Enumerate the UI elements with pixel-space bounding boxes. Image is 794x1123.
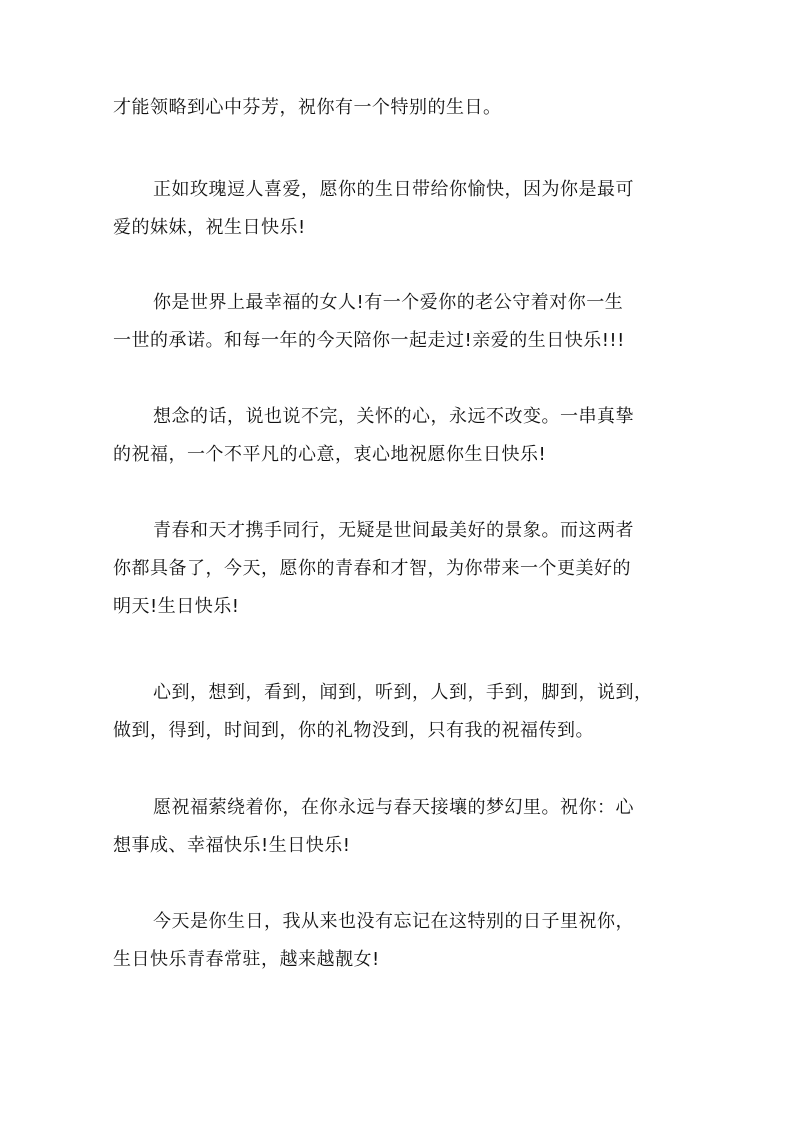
paragraph-1 xyxy=(113,89,685,127)
paragraph-7 xyxy=(113,789,685,865)
paragraph-2 xyxy=(113,171,685,247)
paragraph-line: 想念的话，说也说不完，关怀的心，永远不改变。一串真挚 xyxy=(153,406,634,427)
paragraph-line: 爱的妹妹，祝生日快乐! xyxy=(113,217,306,238)
paragraph-3 xyxy=(113,284,685,360)
paragraph-5 xyxy=(113,512,685,626)
paragraph-line: 才能领略到心中芬芳，祝你有一个特别的生日。 xyxy=(113,97,502,118)
paragraph-line: 一世的承诺。和每一年的今天陪你一起走过!亲爱的生日快乐!!! xyxy=(113,330,625,351)
paragraph-line: 今天是你生日，我从来也没有忘记在这特别的日子里祝你， xyxy=(153,911,634,932)
paragraph-line: 心到，想到，看到，闻到，听到，人到，手到，脚到，说到， xyxy=(153,682,653,703)
paragraph-line: 做到，得到，时间到，你的礼物没到，只有我的祝福传到。 xyxy=(113,720,594,741)
paragraph-line: 想事成、幸福快乐!生日快乐! xyxy=(113,835,351,856)
paragraph-6 xyxy=(113,674,685,750)
paragraph-line: 的祝福，一个不平凡的心意，衷心地祝愿你生日快乐! xyxy=(113,444,547,465)
paragraph-line: 青春和天才携手同行，无疑是世间最美好的景象。而这两者 xyxy=(153,520,634,541)
paragraph-line: 愿祝福萦绕着你，在你永远与春天接壤的梦幻里。祝你：心 xyxy=(153,797,634,818)
paragraph-line: 正如玫瑰逗人喜爱，愿你的生日带给你愉快，因为你是最可 xyxy=(153,179,634,200)
paragraph-line: 你都具备了，今天，愿你的青春和才智，为你带来一个更美好的 xyxy=(113,558,631,579)
paragraph-4 xyxy=(113,398,685,474)
paragraph-8 xyxy=(113,903,685,979)
paragraph-line: 你是世界上最幸福的女人!有一个爱你的老公守着对你一生 xyxy=(153,292,624,313)
paragraph-line: 明天!生日快乐! xyxy=(113,596,240,617)
paragraph-line: 生日快乐青春常驻，越来越靓女! xyxy=(113,949,380,970)
